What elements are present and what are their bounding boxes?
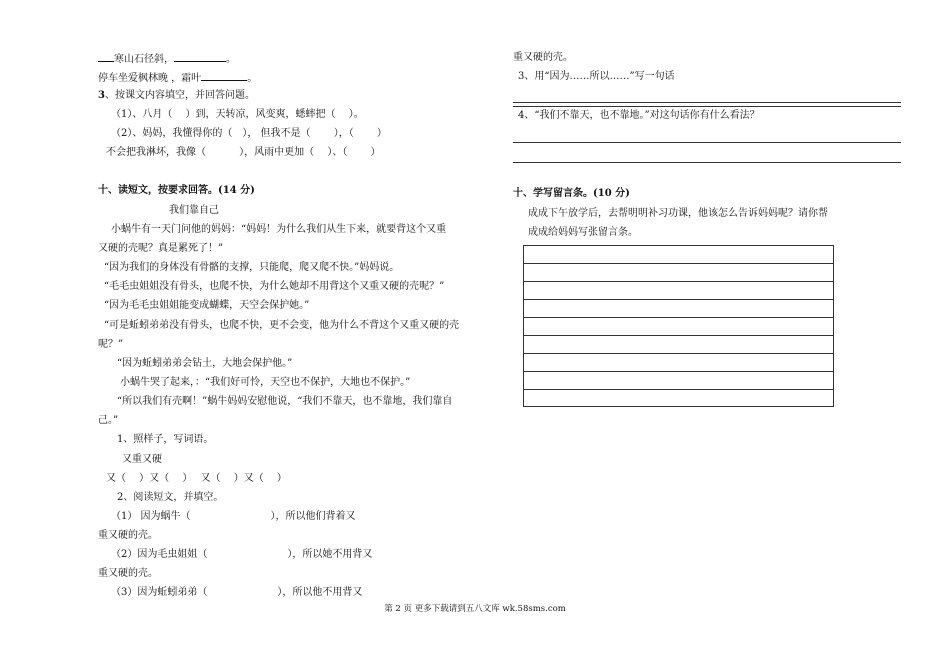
grid-row[interactable]: [524, 318, 833, 336]
poem-blank-1[interactable]: [98, 52, 114, 62]
poem-line-2: 停车坐爱枫林晚 ，霜叶 。: [98, 73, 258, 84]
story-line: 己。”: [98, 415, 119, 426]
grid-row[interactable]: [524, 336, 833, 354]
poem-line-1-text: 寒山石径斜，: [114, 54, 174, 65]
question-3-item-3: 不会把我淋坏，我像（ ），风雨中更加（ ）、（ ）: [106, 147, 381, 158]
section-10-title: 十、读短文，按要求回答。(14 分): [98, 185, 255, 196]
fill-2: （2）因为毛虫姐姐（ ），所以她不用背又: [111, 549, 373, 560]
answer-line[interactable]: [513, 106, 901, 107]
story-line: 又硬的壳呢？真是累死了！”: [98, 243, 224, 254]
poem-line-2-text: 停车坐爱枫林晚 ，霜叶: [98, 73, 202, 84]
right-continuation: 重又硬的壳。: [513, 52, 573, 63]
fill-3: （3）因为蚯蚓弟弟（ ），所以他不用背又: [111, 587, 363, 598]
story-line: “所以我们有壳啊！”蜗牛妈妈安慰他说，“我们不靠天，也不靠地，我们靠自: [117, 396, 453, 407]
grid-row[interactable]: [524, 390, 833, 408]
story-line: “因为蚯蚓弟弟会钻土，大地会保护他。”: [117, 358, 293, 369]
sub-question-1: 1、照样子，写词语。: [117, 434, 214, 445]
story-line: “毛毛虫姐姐没有骨头，也爬不快，为什么她却不用背这个又重又硬的壳呢？”: [104, 281, 445, 292]
poem-line-1: 寒山石径斜， 。: [98, 52, 236, 66]
story-line: “可是蚯蚓弟弟没有骨头，也爬不快，更不会变，他为什么不背这个又重又硬的壳: [104, 320, 460, 331]
story-line: 小蜗牛有一天门问他的妈妈：“妈妈！为什么我们从生下来，就要背这个又重: [111, 224, 447, 235]
answer-line[interactable]: [513, 162, 901, 163]
story-line: “因为我们的身体没有骨骼的支撑，只能爬，爬又爬不快。”妈妈说。: [104, 262, 400, 273]
fill-1-cont: 重又硬的壳。: [98, 530, 158, 541]
answer-line[interactable]: [513, 102, 901, 103]
section-note-title: 十、学写留言条。(10 分): [513, 188, 630, 199]
grid-row[interactable]: [524, 354, 833, 372]
question-3-item-1: （1）、八月（ ）到，天转凉，风变爽，蟋蟀把（ ）。: [111, 109, 364, 120]
note-writing-grid[interactable]: [523, 245, 834, 407]
story-line: “因为毛毛虫姐姐能变成蝴蝶，天空会保护她。”: [104, 300, 310, 311]
sub-question-2: 2、阅读短文，并填空。: [117, 492, 224, 503]
note-prompt-1: 成成下午放学后，去帮明明补习功课，他该怎么告诉妈妈呢？请你帮: [528, 208, 828, 219]
question-3-title: 3、按课文内容填空，并回答问题。: [98, 90, 255, 101]
grid-row[interactable]: [524, 300, 833, 318]
right-question-3: 3、用“因为……所以……”写一句话: [518, 71, 675, 82]
fill-1: （1） 因为蜗牛（ ），所以他们背着又: [111, 511, 356, 522]
grid-row[interactable]: [524, 282, 833, 300]
word-pattern: 又（ ）又（ ） 又（ ）又（ ）: [106, 473, 287, 484]
poem-blank-2[interactable]: [174, 52, 226, 62]
grid-row[interactable]: [524, 372, 833, 390]
note-prompt-2: 成成给妈妈写张留言条。: [528, 227, 638, 238]
question-3-item-2: （2）、妈妈，我懂得你的（ ）， 但我不是（ ），（ ）: [111, 128, 387, 139]
answer-line[interactable]: [513, 142, 901, 143]
poem-blank-3[interactable]: [201, 71, 247, 81]
story-line: 小蜗牛哭了起来，：“我们好可怜，天空也不保护，大地也不保护。”: [120, 377, 411, 388]
page-footer: 第 2 页 更多下载请到五八文库 wk.58sms.com: [384, 604, 566, 614]
fill-2-cont: 重又硬的壳。: [98, 568, 158, 579]
right-question-4: 4、“我们不靠天，也不靠地。”对这句话你有什么看法？: [518, 110, 760, 121]
story-line: 呢？”: [98, 339, 124, 350]
example-word: 又重又硬: [122, 454, 162, 465]
story-title: 我们靠自己: [169, 205, 219, 216]
grid-row[interactable]: [524, 246, 833, 264]
grid-row[interactable]: [524, 264, 833, 282]
